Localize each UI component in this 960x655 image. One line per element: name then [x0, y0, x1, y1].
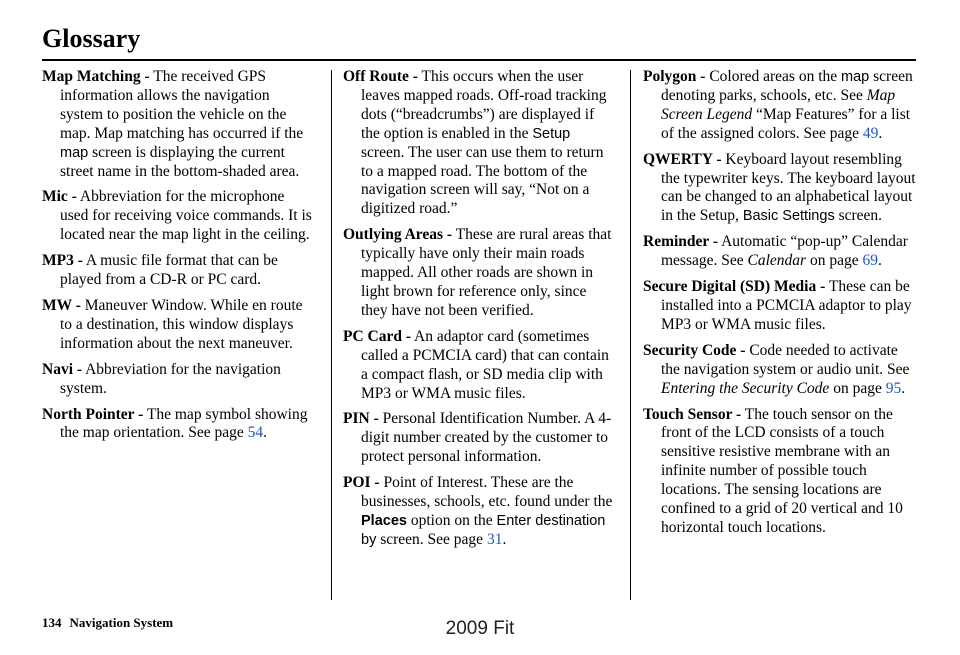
definition: Abbreviation for the navigation system.	[60, 360, 281, 397]
definition: The touch sensor on the front of the LCD consists of a touch sensitive resistive membrane with an infinite number of possible touch locations. The sensing locations are confined to a grid of 20 vertical and 10 horizontal touch locations.	[661, 405, 903, 536]
ui-term: Places	[361, 512, 407, 529]
page-link[interactable]: 49	[862, 124, 879, 142]
definition: .	[502, 530, 507, 548]
definition: screen is displaying the current street name in the bottom-shaded area.	[60, 143, 300, 180]
cross-reference: Calendar	[747, 252, 807, 270]
definition: Maneuver Window. While en route to a destination, this window displays information about the next maneuver.	[60, 296, 303, 352]
page-link[interactable]: 54	[247, 424, 264, 442]
entry-map-matching	[42, 68, 312, 181]
term: Map Matching -	[42, 68, 150, 85]
ui-term: map	[841, 69, 870, 85]
definition: Point of Interest. These are the businesses, schools, etc. found under the	[361, 474, 613, 511]
definition: Keyboard layout resembling the typewriter keys. The keyboard layout can be changed to an alphabetical layout in the Setup,	[661, 150, 916, 225]
definition: A music file format that can be played from a CD-R or PC card.	[60, 252, 278, 289]
entry-mp3	[42, 252, 312, 290]
term: Navi -	[42, 360, 83, 378]
definition: An adaptor card (sometimes called a PCMCIA card) that can contain a compact flash, or SD media clip with MP3 or WMA music files.	[361, 327, 609, 402]
title-rule	[42, 59, 916, 61]
term: PIN -	[343, 410, 379, 428]
definition: .	[877, 252, 882, 270]
definition: Abbreviation for the microphone used for receiving voice commands. It is located near the map light in the ceiling.	[60, 188, 312, 244]
entry-north-pointer	[42, 406, 312, 444]
definition: Automatic “pop-up” Calendar message. See	[661, 233, 908, 270]
term: Polygon -	[643, 68, 706, 85]
watermark: 2009 Fit	[445, 618, 515, 639]
section-name: Navigation System	[69, 615, 174, 630]
glossary-column-1	[42, 68, 312, 450]
definition: Code needed to activate the navigation system or audio unit. See	[661, 341, 910, 378]
term: Secure Digital (SD) Media -	[643, 278, 826, 296]
definition: screen. The user can use them to return to a mapped road. The bottom of the navigation screen will say, “Not on a digitized road.”	[361, 143, 604, 218]
page-title: Glossary	[42, 24, 141, 53]
term: Off Route -	[343, 68, 418, 85]
definition: on page	[829, 379, 886, 397]
definition: option on the	[406, 511, 497, 529]
definition: These are rural areas that typically have only their main roads mapped. All other roads are shown in light brown for reference only, since they have not been verified.	[361, 226, 612, 319]
definition: screen. See page	[376, 530, 487, 548]
entry-pc-card	[343, 328, 615, 404]
definition: “Map Features” for a list of the assigned colors. See page	[661, 105, 911, 142]
entry-mic	[42, 188, 312, 245]
glossary-column-2	[343, 68, 615, 557]
cross-reference: Map Screen Legend	[661, 86, 896, 123]
ui-term: Setup	[532, 125, 571, 142]
definition: These can be installed into a PCMCIA adaptor to play MP3 or WMA music files.	[661, 278, 912, 333]
page-number: 134	[42, 615, 62, 630]
glossary-column-3	[643, 68, 917, 545]
definition: The map symbol showing the map orientation. See page	[60, 405, 308, 442]
column-divider-1	[331, 70, 332, 600]
entry-sd-media	[643, 278, 917, 335]
entry-security-code	[643, 342, 917, 399]
entry-qwerty	[643, 151, 917, 227]
definition: Colored areas on the	[705, 68, 842, 85]
term: North Pointer -	[42, 405, 144, 423]
entry-off-route	[343, 68, 615, 219]
definition: screen.	[834, 207, 883, 225]
term: MW -	[42, 296, 81, 314]
definition: The received GPS information allows the navigation system to position the vehicle on the map. Map matching has occurred if the	[60, 68, 304, 142]
definition: .	[901, 379, 906, 397]
definition: This occurs when the user leaves mapped roads. Off-road tracking dots (“breadcrumbs”) are displayed if the option is enabled in the	[361, 68, 607, 142]
page-link[interactable]: 69	[862, 252, 878, 270]
column-divider-2	[630, 70, 631, 600]
term: Outlying Areas -	[343, 226, 453, 244]
definition: Personal Identification Number. A 4-digit number created by the customer to protect personal information.	[361, 410, 612, 466]
entry-touch-sensor	[643, 406, 917, 538]
ui-term: Enter destination by	[361, 512, 606, 548]
term: Security Code -	[643, 341, 746, 359]
cross-reference: Entering the Security Code	[661, 379, 830, 397]
term: QWERTY -	[643, 150, 722, 168]
term: Reminder -	[643, 233, 719, 251]
entry-pin	[343, 410, 615, 467]
entry-mw	[42, 297, 312, 354]
definition: .	[263, 424, 268, 442]
term: POI -	[343, 474, 380, 492]
entry-poi	[343, 474, 615, 550]
term: Mic -	[42, 188, 77, 206]
entry-navi	[42, 361, 312, 399]
term: PC Card -	[343, 327, 412, 345]
page-link[interactable]: 95	[885, 379, 902, 397]
definition: .	[878, 124, 883, 142]
entry-reminder	[643, 233, 917, 271]
entry-polygon	[643, 68, 917, 144]
term: MP3 -	[42, 252, 83, 270]
term: Touch Sensor -	[643, 405, 742, 423]
definition: on page	[806, 252, 863, 270]
ui-term: map	[60, 144, 89, 161]
ui-term: Basic Settings	[742, 208, 835, 225]
definition: screen denoting parks, schools, etc. See	[661, 68, 913, 104]
page-link[interactable]: 31	[486, 530, 503, 548]
entry-outlying-areas	[343, 226, 615, 321]
